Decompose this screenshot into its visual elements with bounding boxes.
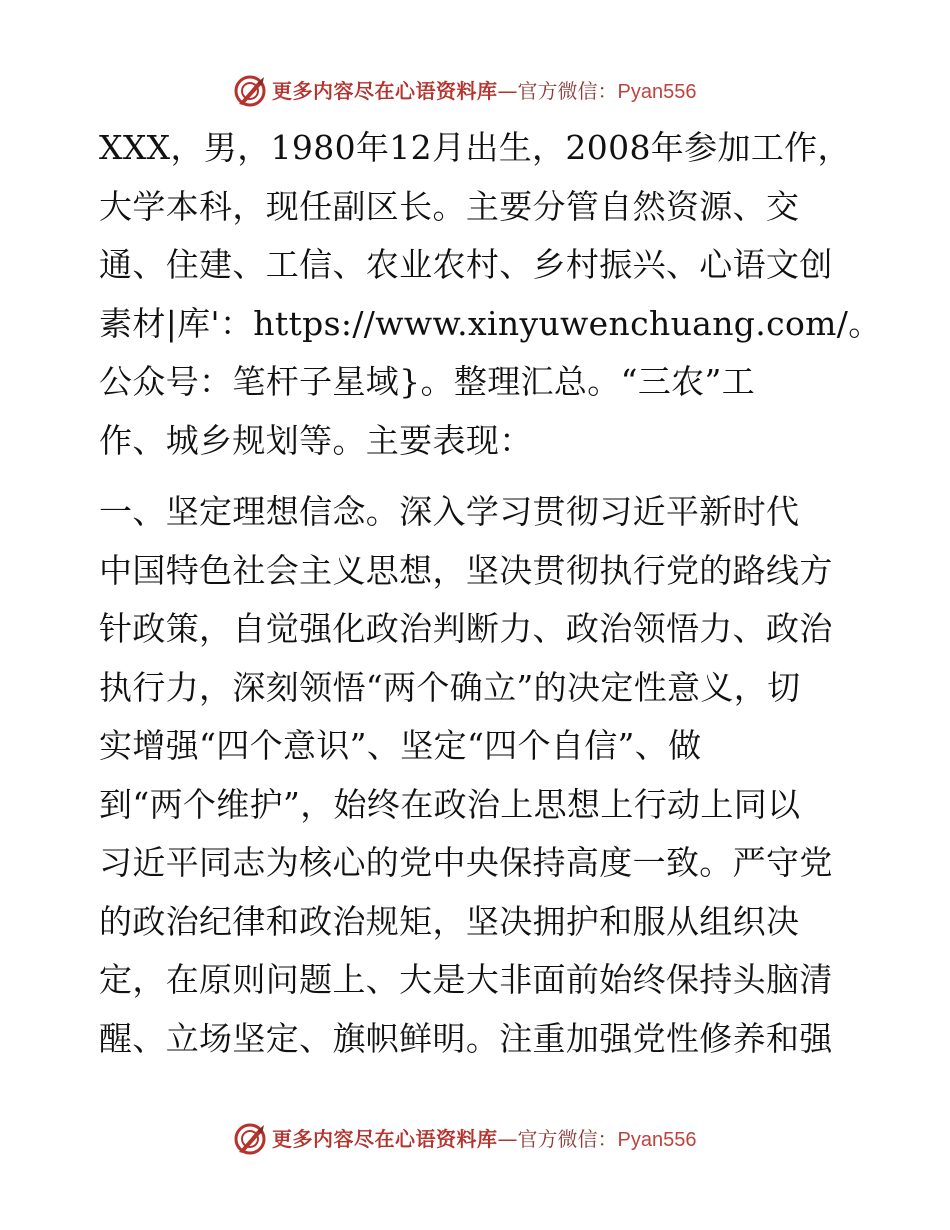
- header-watermark: [0, 72, 950, 112]
- text-line: 到“两个维护”，始终在政治上思想上行动上同以: [99, 785, 801, 824]
- watermark-wechat-label: 官方微信：: [517, 79, 618, 103]
- footer-watermark: [0, 1120, 950, 1160]
- text-line: XXX，男，1980年12月出生，2008年参加工作，: [99, 128, 851, 167]
- text-line: 大学本科，现任副区长。主要分管自然资源、交: [99, 187, 800, 226]
- watermark-account: Pyan556: [617, 1129, 697, 1151]
- text-line: 素材|库'：https://www.xinyuwenchuang.com/。: [99, 304, 882, 343]
- text-line: 定，在原则问题上、大是大非面前始终保持头脑清: [99, 960, 833, 999]
- watermark-wechat-label: 官方微信：: [517, 1127, 618, 1151]
- watermark-dash: —: [497, 1127, 518, 1151]
- text-line: 一、坚定理想信念。深入学习贯彻习近平新时代: [99, 492, 800, 531]
- watermark-main-text: 更多内容尽在心语资料库: [272, 1127, 498, 1151]
- text-line: 公众号：笔杆子星域}。整理汇总。“三农”工: [99, 362, 756, 401]
- text-line: 实增强“四个意识”、坚定“四个自信”、做: [99, 726, 702, 765]
- text-line: 醒、立场坚定、旗帜鲜明。注重加强党性修养和强: [99, 1019, 833, 1058]
- text-line: 的政治纪律和政治规矩，坚决拥护和服从组织决: [99, 902, 800, 941]
- watermark-account: Pyan556: [617, 81, 697, 103]
- quill-logo-icon: [233, 1122, 267, 1156]
- watermark-dash: —: [497, 79, 518, 103]
- text-line: 习近平同志为核心的党中央保持高度一致。严守党: [99, 843, 833, 882]
- text-line: 针政策，自觉强化政治判断力、政治领悟力、政治: [99, 609, 833, 648]
- text-line: 作、城乡规划等。主要表现：: [99, 421, 533, 460]
- watermark-main-text: 更多内容尽在心语资料库: [272, 79, 498, 103]
- watermark-text: [272, 78, 696, 105]
- text-line: 执行力，深刻领悟“两个确立”的决定性意义，切: [99, 668, 801, 707]
- quill-logo-icon: [233, 74, 267, 108]
- watermark-text: [272, 1126, 696, 1153]
- text-line: 通、住建、工信、农业农村、乡村振兴、心语文创: [99, 245, 833, 284]
- text-line: 中国特色社会主义思想，坚决贯彻执行党的路线方: [99, 551, 833, 590]
